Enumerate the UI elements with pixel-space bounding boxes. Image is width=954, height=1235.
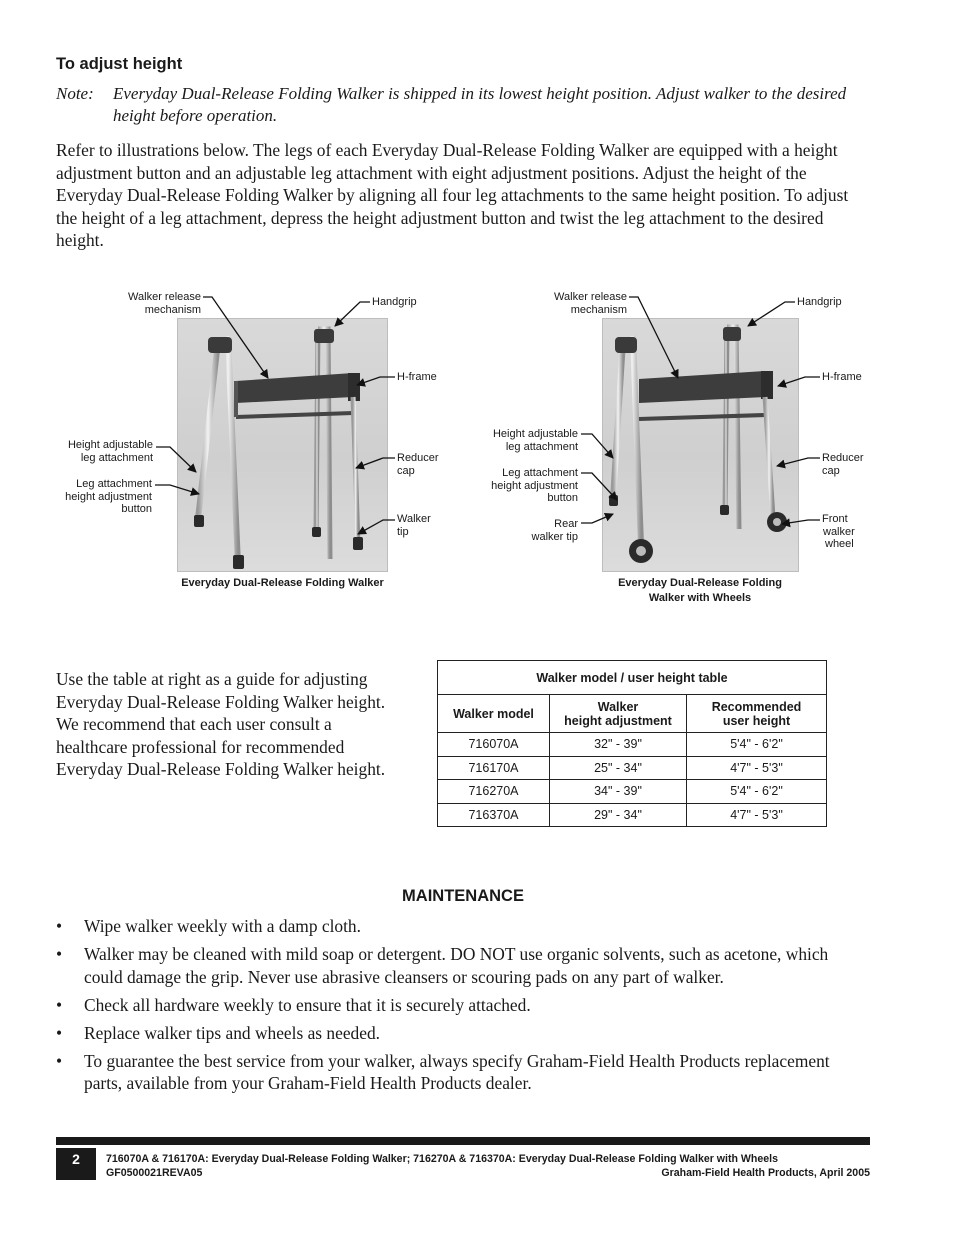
table-title: Walker model / user height table — [438, 661, 827, 695]
section-heading: To adjust height — [56, 55, 183, 73]
label-h-frame: H-frame — [397, 371, 437, 383]
footer-company-date: Graham-Field Health Products, April 2005 — [661, 1167, 870, 1179]
note-text: Everyday Dual-Release Folding Walker is shipped in its lowest height position. Adjust walker to the desired height before operation. — [113, 84, 847, 125]
list-item: • To guarantee the best service from your walker, always specify Graham-Field Health Products replacement parts, available from your Graham-Field Health Products dealer. — [56, 1050, 830, 1094]
table-row: 716370A 29" - 34" 4'7" - 5'3" — [438, 803, 827, 827]
table-header-row — [438, 695, 827, 733]
table-guide-paragraph: Use the table at right as a guide for adjusting Everyday Dual-Release Folding Walker height. We recommend that each user consult a healthcare professional for recommended Everyday Dual-Release Folding Walker height. — [56, 669, 386, 780]
label-handgrip-2: Handgrip — [797, 296, 842, 308]
list-item: • Replace walker tips and wheels as needed. — [56, 1022, 381, 1043]
intro-paragraph: Refer to illustrations below. The legs of each Everyday Dual-Release Folding Walker are equipped with a height adjustment button and an adjustable leg attachment with eight adjustment positions. Adjust the height of the Everyday Dual-Release Folding Walker by aligning all four leg attachments to the same height position. To adjust the height of a leg attachment, depress the height adjustment button and twist the leg attachment to the desired height. — [56, 140, 849, 251]
table-row: 716270A 34" - 39" 5'4" - 6'2" — [438, 780, 827, 804]
list-item: • Check all hardware weekly to ensure that it is securely attached. — [56, 994, 531, 1015]
label-reducer-cap-2: Reducer cap — [822, 452, 864, 477]
list-item: • Wipe walker weekly with a damp cloth. — [56, 916, 361, 936]
label-h-frame-2: H-frame — [822, 371, 862, 383]
label-height-adjustable-leg: Height adjustable leg attachment — [67, 439, 153, 464]
walker-with-wheels-illustration — [603, 319, 800, 573]
table-row: 716070A 32" - 39" 5'4" - 6'2" — [438, 733, 827, 757]
maintenance-list — [56, 915, 871, 1100]
footer-models: 716070A & 716170A: Everyday Dual-Release Folding Walker; 716270A & 716370A: Everyday Dual-Release Folding Walker with Wheels — [106, 1153, 779, 1165]
walker-height-table — [437, 660, 827, 827]
figure1-caption: Everyday Dual-Release Folding Walker — [181, 577, 384, 589]
header-height-adjustment: Walker height adjustment — [550, 695, 687, 733]
label-handgrip: Handgrip — [372, 296, 417, 308]
figure2-caption: Everyday Dual-Release Folding Walker with Wheels — [618, 577, 782, 604]
label-rear-walker-tip: Rear walker tip — [531, 518, 578, 543]
label-reducer-cap: Reducer cap — [397, 452, 439, 477]
page-number: 2 — [56, 1148, 96, 1180]
maintenance-title: MAINTENANCE — [402, 887, 524, 905]
label-front-walker-wheel: Front walker wheel — [822, 513, 855, 550]
list-item: • Walker may be cleaned with mild soap or detergent. DO NOT use organic solvents, such as acetone, which could damage the grip. Never use abrasive cleansers or scouring pads on any part of walker. — [56, 943, 829, 987]
note — [56, 83, 856, 127]
header-user-height: Recommended user height — [687, 695, 827, 733]
walker-illustration — [178, 319, 389, 573]
label-height-adjustable-leg-2: Height adjustable leg attachment — [492, 428, 578, 453]
header-walker-model: Walker model — [438, 695, 550, 733]
footer-rule — [56, 1137, 870, 1145]
walker-with-wheels-photo — [602, 318, 799, 572]
label-release-mechanism: Walker release mechanism — [128, 291, 201, 316]
label-leg-adjustment-button-2: Leg attachment height adjustment button — [491, 467, 578, 504]
label-leg-adjustment-button: Leg attachment height adjustment button — [65, 478, 152, 515]
footer-doc-code: GF0500021REVA05 — [106, 1167, 203, 1179]
label-walker-tip: Walker tip — [397, 513, 431, 538]
walker-photo — [177, 318, 388, 572]
note-label: Note: — [56, 84, 94, 103]
label-release-mechanism-2: Walker release mechanism — [554, 291, 627, 316]
table-row: 716170A 25" - 34" 4'7" - 5'3" — [438, 756, 827, 780]
